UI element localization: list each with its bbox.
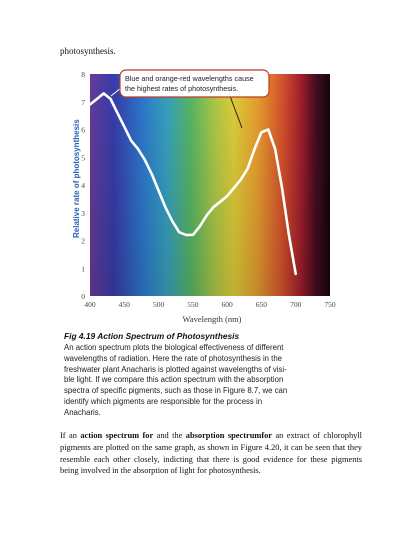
caption-line: spectra of specific pigments, such as those in Figure 8.7, we can bbox=[64, 386, 288, 396]
top-text: photosynthesis. bbox=[60, 46, 116, 56]
callout-line-1: Blue and orange-red wavelengths cause bbox=[125, 74, 254, 83]
y-tick-label: 0 bbox=[81, 292, 85, 301]
x-axis-label: Wavelength (nm) bbox=[182, 314, 242, 324]
caption-line: identify which pigments are responsible for the process in bbox=[64, 396, 263, 406]
y-tick-label: 2 bbox=[81, 236, 85, 246]
action-spectrum-chart bbox=[60, 66, 360, 328]
para-text: an extract of chlorophyll pigments are plotted on the same graph, as shown in Figure 4.20, it can be seen that they resemble each other closely, indicting that there is good evidence for these pigments being involved in the absorption of light for photosynthesis. bbox=[60, 431, 362, 476]
x-tick-label: 400 bbox=[84, 300, 96, 309]
y-tick-label: 7 bbox=[81, 97, 85, 107]
body-paragraph bbox=[60, 430, 362, 477]
y-tick-label: 3 bbox=[81, 208, 85, 218]
figure-caption-body bbox=[64, 343, 339, 419]
para-text: and the bbox=[153, 431, 186, 440]
y-axis-label: Relative rate of photosynthesis bbox=[72, 119, 81, 238]
y-tick-label: 4 bbox=[81, 181, 85, 190]
x-tick-label: 550 bbox=[187, 300, 199, 309]
action-spectrum-figure bbox=[60, 66, 360, 328]
para-term-absorption-spectrum: absorption spectrumfor bbox=[185, 431, 273, 440]
caption-line: freshwater plant Anacharis is plotted against wavelengths of visi- bbox=[64, 364, 287, 374]
x-tick-label: 600 bbox=[221, 300, 233, 309]
caption-line: wavelengths of radiation. Here the rate of photosynthesis in the bbox=[64, 353, 283, 363]
x-tick-label: 450 bbox=[118, 300, 130, 309]
figure-caption-title: Fig 4.19 Action Spectrum of Photosynthesis bbox=[64, 331, 240, 341]
callout-line-2: the highest rates of photosynthesis. bbox=[125, 84, 239, 93]
y-tick-label: 8 bbox=[81, 70, 85, 79]
caption-line: An action spectrum plots the biological effectiveness of different bbox=[64, 343, 284, 352]
para-term-action-spectrum: action spectrum for bbox=[80, 431, 154, 440]
caption-line: ble light. If we compare this action spectrum with the absorption bbox=[64, 375, 284, 385]
x-tick-label: 650 bbox=[255, 300, 268, 309]
y-tick-label: 1 bbox=[81, 264, 85, 274]
x-tick-label: 750 bbox=[324, 300, 336, 309]
x-tick-label: 500 bbox=[152, 300, 165, 309]
x-tick-label: 700 bbox=[290, 300, 302, 309]
caption-line: Anacharis. bbox=[64, 407, 101, 417]
para-text: If an bbox=[60, 431, 81, 440]
y-tick-label: 6 bbox=[81, 125, 85, 135]
y-tick-label: 5 bbox=[81, 153, 85, 163]
